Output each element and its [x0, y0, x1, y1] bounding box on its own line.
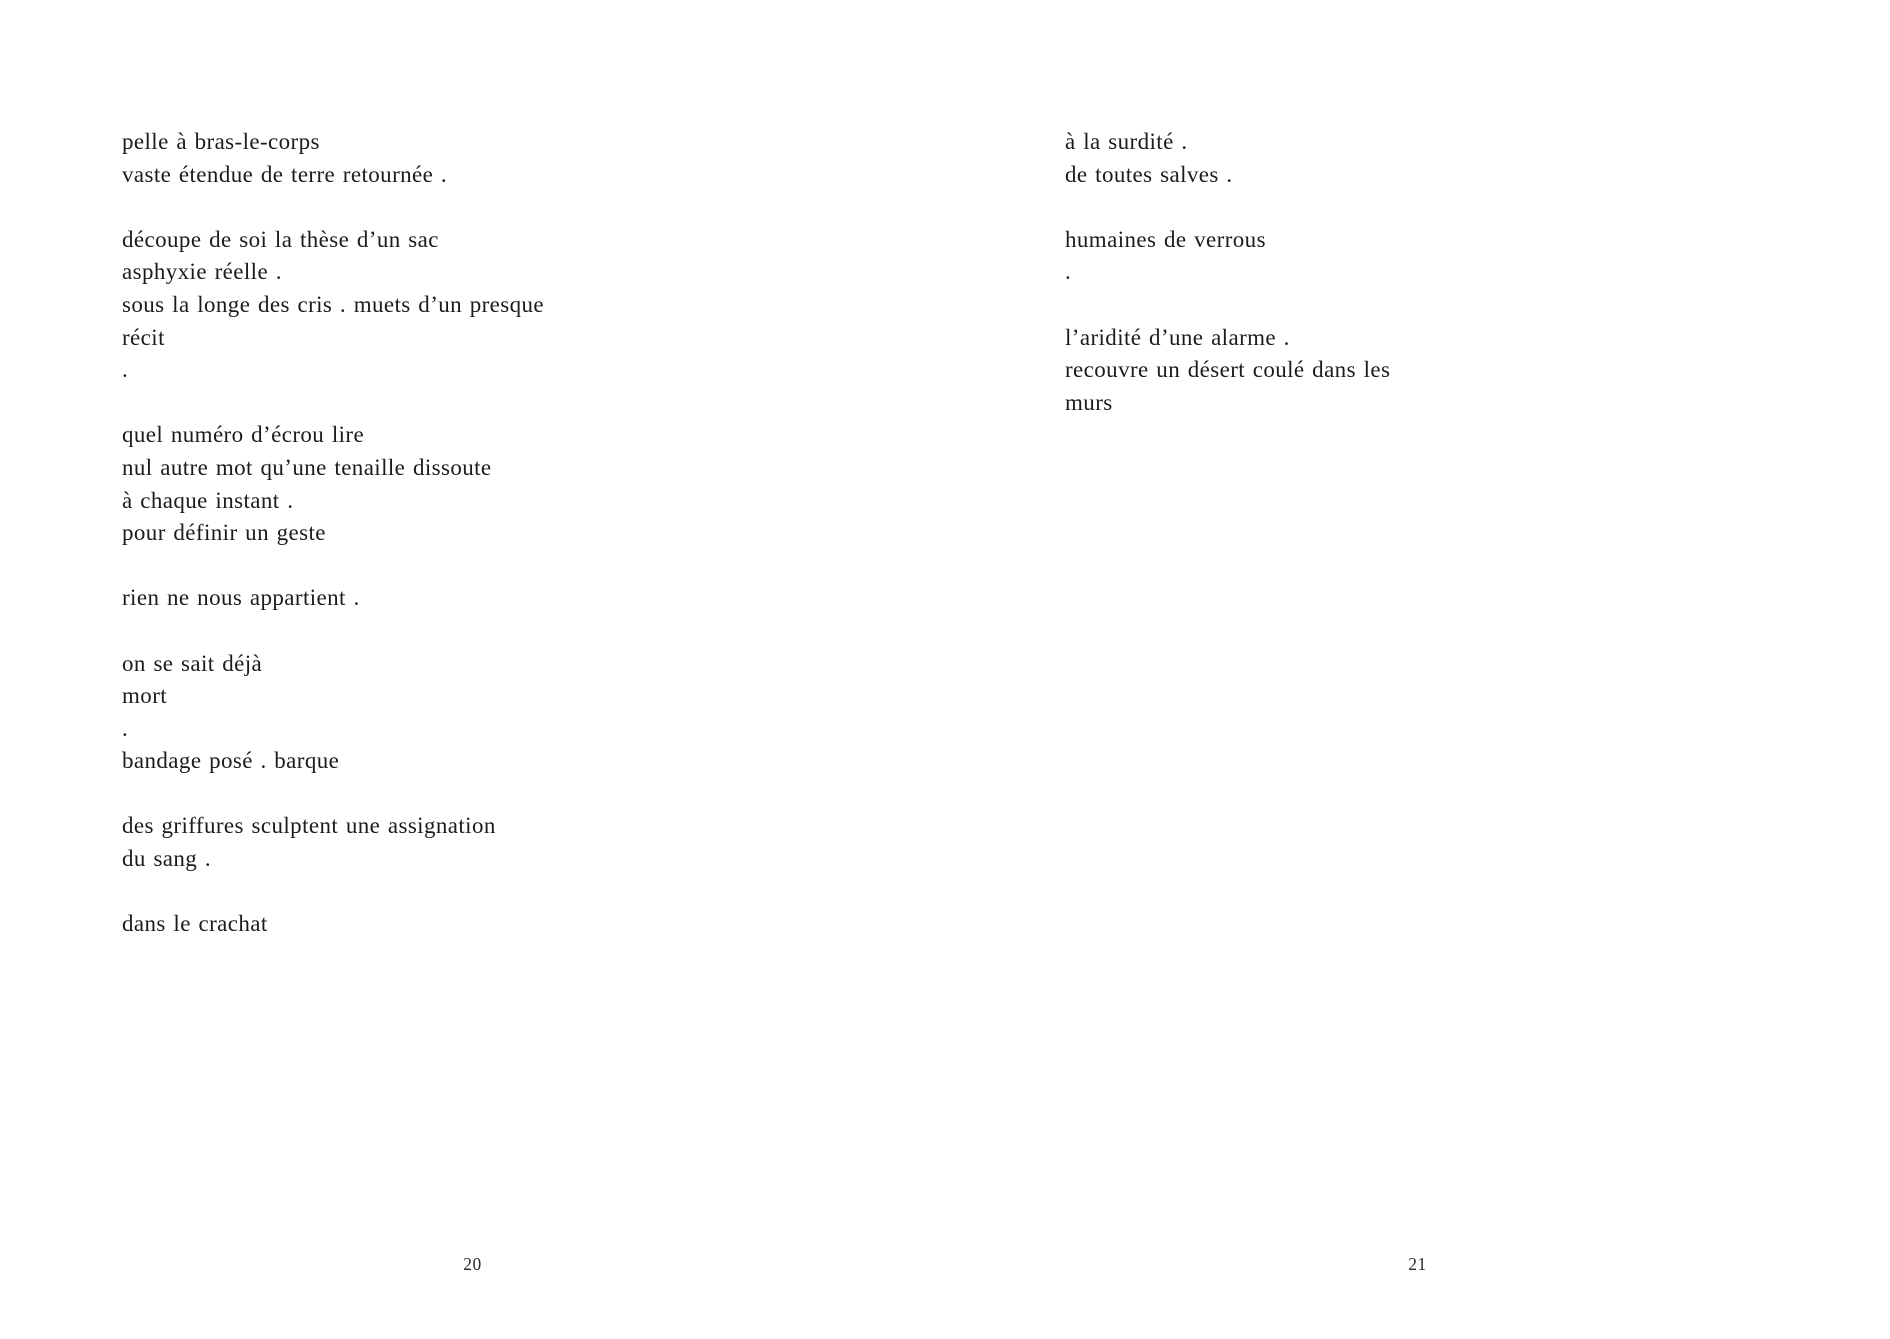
poem-line: de toutes salves .	[1065, 161, 1233, 187]
poem-stanza	[122, 419, 544, 549]
poem-line: récit	[122, 324, 165, 350]
poem-stanza	[122, 126, 544, 191]
poem-line: l’aridité d’une alarme .	[1065, 324, 1290, 350]
poem-line: humaines de verrous	[1065, 226, 1266, 252]
poem-stanza	[122, 810, 544, 875]
poem-line: quel numéro d’écrou lire	[122, 422, 365, 448]
poem-line: nul autre mot qu’une tenaille dissoute	[122, 454, 492, 480]
poem-line: dans le crachat	[122, 911, 268, 937]
poem-line: à la surdité .	[1065, 129, 1188, 154]
poem-line: on se sait déjà	[122, 650, 263, 676]
poem-line: pelle à bras-le-corps	[122, 129, 320, 154]
poem-line: à chaque instant .	[122, 487, 294, 513]
poem-stanza	[122, 908, 544, 941]
poem-line: murs	[1065, 389, 1113, 415]
poem-line: pour définir un geste	[122, 520, 326, 546]
poem-stanza	[122, 648, 544, 778]
poem-text-left	[122, 126, 544, 973]
poem-stanza	[1065, 224, 1390, 289]
poem-stanza	[1065, 126, 1390, 191]
poem-line: rien ne nous appartient .	[122, 585, 360, 611]
page-number-left: 20	[463, 1254, 482, 1274]
poem-stanza	[122, 224, 544, 387]
poem-text-right	[1065, 126, 1390, 452]
poem-stanza	[122, 582, 544, 615]
poem-line: .	[122, 715, 129, 741]
poem-line: des griffures sculptent une assignation	[122, 813, 496, 839]
poem-line: mort	[122, 683, 168, 709]
poem-line: sous la longe des cris . muets d’un presque	[122, 291, 545, 317]
poem-line: vaste étendue de terre retournée .	[122, 161, 448, 187]
page-right	[945, 0, 1890, 1339]
page-number-right: 21	[1408, 1254, 1427, 1274]
poem-line: du sang .	[122, 846, 212, 872]
poem-line: bandage posé . barque	[122, 748, 340, 774]
poem-line: .	[1065, 259, 1072, 285]
poem-line: asphyxie réelle .	[122, 259, 282, 285]
poem-line: recouvre un désert coulé dans les	[1065, 357, 1391, 383]
poem-line: .	[122, 357, 129, 383]
poem-line: découpe de soi la thèse d’un sac	[122, 226, 439, 252]
poem-stanza	[1065, 322, 1390, 420]
